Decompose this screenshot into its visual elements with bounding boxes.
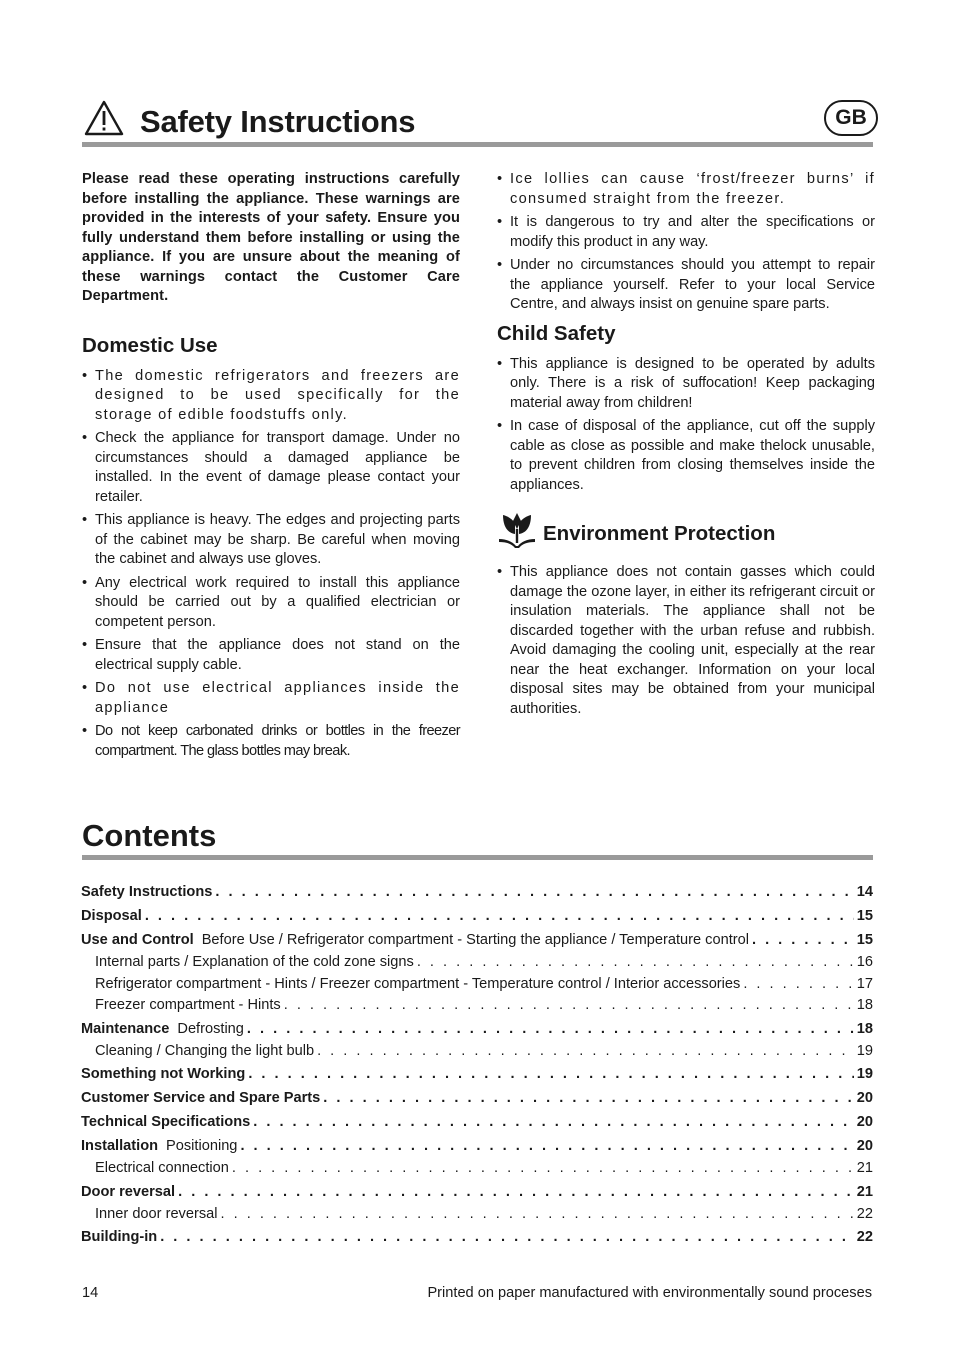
list-item: • The domestic refrigerators and freezers are designed to be used specifically for the storage of edible foodstuffs only.	[82, 367, 460, 426]
toc-entry-title: Something not Working	[81, 1066, 246, 1082]
page-title: Safety Instructions	[140, 104, 416, 139]
list-item: • This appliance is heavy. The edges and projecting parts of the cabinet may be sharp. Be careful when moving the cabinet and always use gloves.	[82, 511, 460, 570]
toc-subentry[interactable]	[81, 974, 873, 996]
toc-leader	[752, 928, 854, 952]
toc-entry-detail: Freezer compartment - Hints	[95, 997, 281, 1013]
toc-page-number: 22	[856, 1205, 873, 1222]
environment-list	[497, 563, 875, 719]
footer-note: Printed on paper manufactured with environmentally sound proceses	[427, 1285, 872, 1301]
left-column	[82, 170, 460, 765]
list-item: • Ensure that the appliance does not stand on the electrical supply cable.	[82, 636, 460, 675]
toc-page-number: 15	[856, 932, 873, 948]
toc-entry-detail: Positioning	[166, 1138, 238, 1154]
toc-entry-title: Safety Instructions	[81, 884, 213, 900]
list-item: • Check the appliance for transport damage. Under no circumstances should a damaged appliance be installed. In the event of damage please contact your retailer.	[82, 429, 460, 507]
toc-page-number: 22	[856, 1229, 873, 1245]
toc-page-number: 21	[856, 1183, 873, 1200]
warning-triangle-icon	[84, 100, 124, 136]
toc-entry[interactable]	[81, 904, 873, 928]
toc-subentry[interactable]	[81, 1158, 873, 1180]
toc-entry-detail: Before Use / Refrigerator compartment - Starting the appliance / Temperature control	[201, 932, 749, 948]
toc-page-number: 19	[856, 1066, 873, 1082]
language-badge: GB	[824, 100, 878, 136]
toc-entry-title: Disposal	[81, 908, 142, 924]
toc-leader	[240, 1134, 853, 1158]
list-item: • Ice lollies can cause ‘frost/freezer burns’ if consumed straight from the freezer.	[497, 170, 875, 209]
table-of-contents	[81, 880, 873, 1249]
right-column	[497, 170, 875, 723]
toc-entry-title: Door reversal	[81, 1183, 176, 1200]
list-item: • This appliance is designed to be operated by adults only. There is a risk of suffocation! Keep packaging material away from children!	[497, 355, 875, 414]
toc-page-number: 17	[856, 975, 873, 992]
toc-subentry[interactable]	[81, 1041, 873, 1063]
list-item: • Do not use electrical appliances inside the appliance	[82, 679, 460, 718]
toc-entry-title: Customer Service and Spare Parts	[81, 1090, 321, 1106]
environment-flower-icon	[497, 509, 537, 549]
toc-entry-detail: Defrosting	[177, 1020, 244, 1037]
toc-entry[interactable]	[81, 1134, 873, 1158]
toc-page-number: 21	[856, 1160, 873, 1176]
toc-entry-detail: Cleaning / Changing the light bulb	[95, 1042, 315, 1059]
toc-leader	[215, 880, 853, 904]
toc-leader	[284, 995, 854, 1017]
toc-entry[interactable]	[81, 928, 873, 952]
toc-page-number: 16	[856, 954, 873, 970]
page-number: 14	[82, 1285, 99, 1301]
toc-leader	[323, 1086, 853, 1110]
toc-entry[interactable]	[81, 1017, 873, 1041]
title-divider	[82, 142, 873, 147]
toc-subentry[interactable]	[81, 1204, 873, 1226]
domestic-use-heading: Domestic Use	[82, 333, 218, 357]
toc-leader	[160, 1225, 854, 1249]
list-item: • Do not keep carbonated drinks or bottles in the freezer compartment. The glass bottles may break.	[82, 722, 460, 761]
general-safety-list	[497, 170, 875, 315]
page-header	[82, 98, 878, 142]
toc-page-number: 20	[856, 1090, 873, 1106]
environment-header	[497, 509, 875, 551]
toc-page-number: 18	[856, 1020, 873, 1037]
list-item: • In case of disposal of the appliance, cut off the supply cable as close as possible and make thelock unusable, to prevent children from closing themselves inside the appliances.	[497, 417, 875, 495]
toc-leader	[248, 1062, 853, 1086]
toc-page-number: 14	[856, 884, 873, 900]
toc-entry-detail: Internal parts / Explanation of the cold zone signs	[95, 954, 414, 970]
toc-subentry[interactable]	[81, 995, 873, 1017]
toc-entry-title: Technical Specifications	[81, 1114, 251, 1130]
toc-leader	[317, 1041, 854, 1063]
toc-leader	[145, 904, 854, 928]
toc-subentry[interactable]	[81, 952, 873, 974]
toc-entry[interactable]	[81, 1180, 873, 1204]
toc-leader	[221, 1204, 854, 1226]
list-item: • Any electrical work required to install this appliance should be carried out by a qualified electrician or competent person.	[82, 574, 460, 633]
toc-entry[interactable]	[81, 880, 873, 904]
list-item: • It is dangerous to try and alter the specifications or modify this product in any way.	[497, 213, 875, 252]
toc-leader	[743, 974, 853, 996]
toc-entry[interactable]	[81, 1062, 873, 1086]
child-safety-list	[497, 355, 875, 496]
contents-title: Contents	[82, 818, 217, 853]
toc-entry-detail: Refrigerator compartment - Hints / Freezer compartment - Temperature control / Interior accessories	[95, 975, 741, 992]
toc-entry[interactable]	[81, 1110, 873, 1134]
toc-page-number: 20	[856, 1138, 873, 1154]
toc-entry-detail: Electrical connection	[95, 1160, 229, 1176]
list-item: • Under no circumstances should you attempt to repair the appliance yourself. Refer to your local Service Centre, and always insist on genuine spare parts.	[497, 256, 875, 315]
list-item: • This appliance does not contain gasses which could damage the ozone layer, in either its refrigerant circuit or insulation materials. The appliance shall not be discarded together with the urban refuse and rubbish. Avoid damaging the cooling unit, especially at the rear near the heat exchanger. Information on your local disposal sites may be obtained from your municipal authorities.	[497, 563, 875, 719]
toc-entry-title: Maintenance	[81, 1020, 170, 1037]
toc-entry-detail: Inner door reversal	[95, 1205, 218, 1222]
toc-page-number: 18	[856, 997, 873, 1013]
toc-entry-title: Building-in	[81, 1229, 158, 1245]
toc-leader	[417, 952, 854, 974]
toc-leader	[247, 1017, 854, 1041]
toc-entry[interactable]	[81, 1086, 873, 1110]
toc-entry-title: Use and Control	[81, 932, 194, 948]
toc-leader	[232, 1158, 854, 1180]
toc-leader	[178, 1180, 854, 1204]
intro-warning: Please read these operating instructions carefully before installing the appliance. These warnings are provided in the interests of your safety. Ensure you fully understand them before installing or using the appliance. If you are unsure about the meaning of these warnings contact the Customer Care Department.	[82, 171, 460, 304]
toc-page-number: 19	[856, 1042, 873, 1059]
toc-entry[interactable]	[81, 1225, 873, 1249]
child-safety-heading: Child Safety	[497, 321, 616, 345]
domestic-use-list	[82, 367, 460, 762]
toc-leader	[253, 1110, 854, 1134]
contents-divider	[82, 855, 873, 860]
toc-page-number: 15	[856, 908, 873, 924]
environment-heading: Environment Protection	[543, 522, 776, 545]
toc-page-number: 20	[856, 1114, 873, 1130]
toc-entry-title: Installation	[81, 1138, 159, 1154]
